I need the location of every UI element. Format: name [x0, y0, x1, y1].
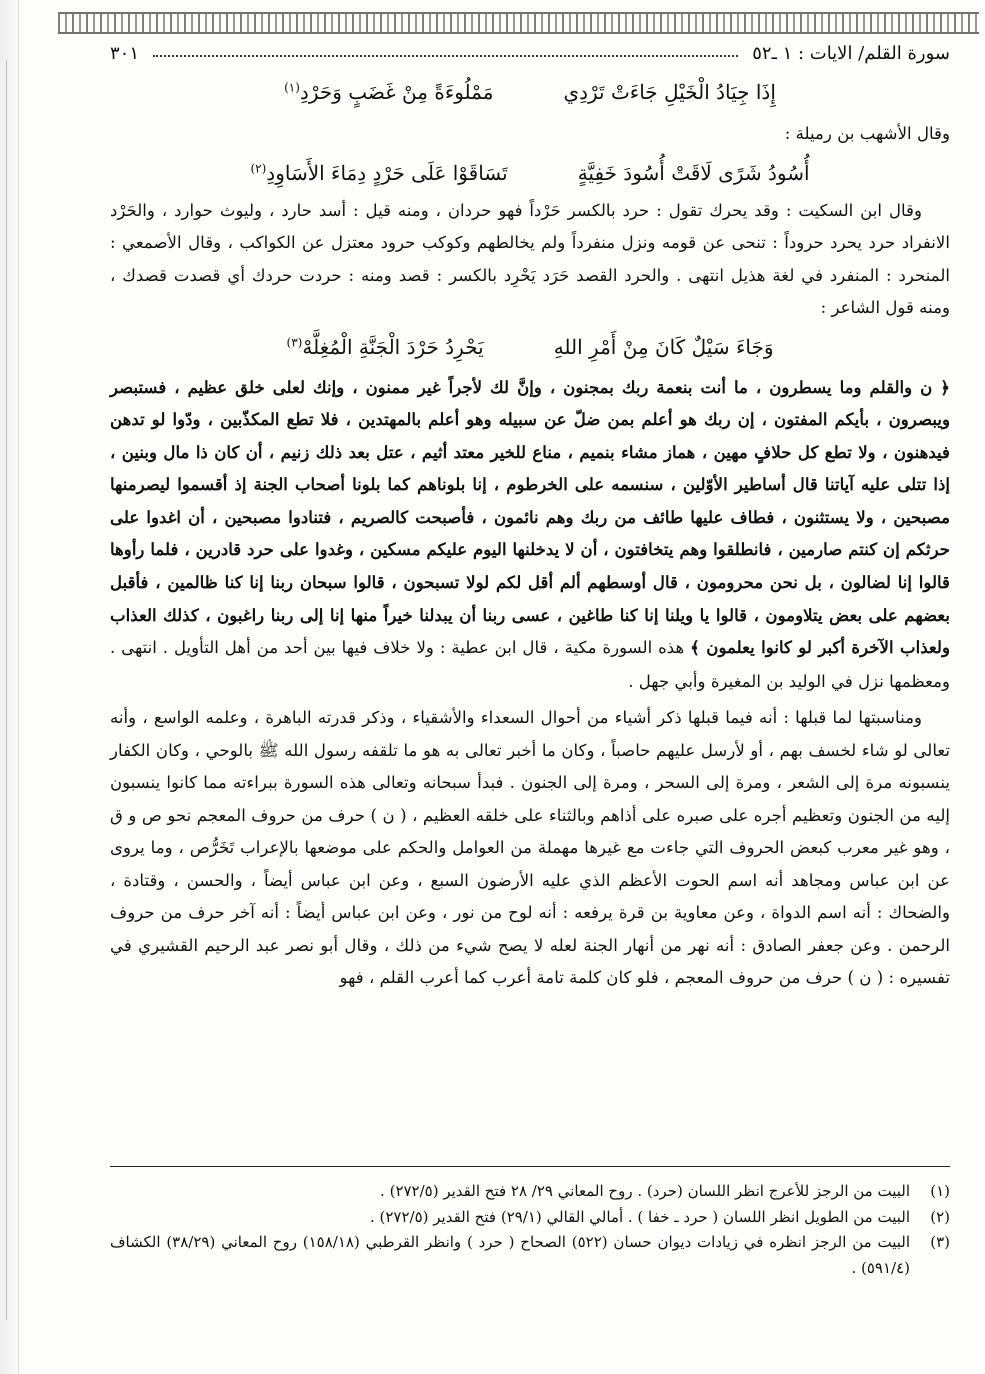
- footnote-number: (١): [930, 1182, 950, 1200]
- quran-text: ﴿ ن والقلم وما يسطرون ، ما أنت بنعمة ربك بمجنون ، وإنَّ لك لأجراً غير ممنون ، وإنك لعلى خلق عظيم ، فستبصر ويبصرون ، بأيكم المفتون ، إن ربك هو أعلم بمن ضلّ عن سبيله وهو أعلم بالمهتدين ، فلا تطع المكذّبين ، ودّوا لو تدهن فيدهنون ، ولا تطع كل حلافٍ مهين ، هماز مشاء بنميم ، مناع للخير معتد أثيم ، عتل بعد ذلك زنيم ، أن كان ذا مال وبنين ، إذا تتلى عليه آياتنا قال أساطير الأوّلين ، سنسمه على الخرطوم ، إنا بلوناهم كما بلونا أصحاب الجنة إذ أقسموا ليصرمنها مصبحين ، ولا يستثنون ، فطاف عليها طائف من ربك وهم نائمون ، فأصبحت كالصريم ، فتنادوا مصبحين ، أن اغدوا على حرثكم إن كنتم صارمين ، فانطلقوا وهم يتخافتون ، أن لا يدخلنها اليوم عليكم مسكين ، وغدوا على حرد قادرين ، فلما رأوها قالوا إنا لضالون ، بل نحن محرومون ، قال أوسطهم ألم أقل لكم لولا تسبحون ، قالوا سبحان ربنا إنا كنا ظالمين ، فأقبل بعضهم على بعض يتلاومون ، قالوا يا ويلنا إنا كنا طاغين ، عسى ربنا أن يبدلنا خيراً منها إنا إلى ربنا راغبون ، كذلك العذاب ولعذاب الآخرة أكبر لو كانوا يعلمون ﴾: [110, 376, 951, 658]
- page-binding-edge: [0, 0, 19, 1374]
- footnote-text: البيت من الطويل انظر اللسان ( حرد ـ خفا ) . أمالي القالي (٢٩/١) فتح القدير (٢٧٢/٥) .: [369, 1207, 910, 1226]
- footnote-number: (٢): [930, 1207, 950, 1226]
- poetry-verse-2: [110, 157, 950, 189]
- verse-hemistich: يَحْرِدُ حَرْدَ الْجَنَّةِ الْمُغِلَّهْ: [302, 334, 484, 359]
- footnote-text: البيت من الرجز للأعرج انظر اللسان (حرد) . روح المعاني ٢٩/ ٢٨ فتح القدير (٢٧٢/٥) .: [380, 1182, 910, 1200]
- book-page: [110, 36, 951, 1277]
- poetry-verse-1: [110, 76, 950, 108]
- footnote-item: [110, 1230, 950, 1281]
- verse-hemistich: تَسَاقَوْا عَلَى حَرْدٍ دِمَاءَ الأَسَاوِدِ: [266, 160, 508, 185]
- header-leader-dots: [153, 49, 738, 57]
- ornamental-border: [58, 12, 979, 34]
- poetry-verse-3: [110, 331, 950, 363]
- header-title: سورة القلم/ الايات : ١ ـ٥٢: [752, 42, 950, 64]
- verse-hemistich: أُسُودُ شَرًى لَاقَتْ أُسُودَ خَفِيَّةٍ: [577, 160, 810, 185]
- footnote-ref: (١): [284, 80, 300, 95]
- quran-passage: [110, 371, 950, 699]
- running-header: [110, 36, 950, 70]
- footnote-item: [110, 1205, 950, 1231]
- body-paragraph: ومناسبتها لما قبلها : أنه فيما قبلها ذكر أشياء من أحوال السعداء والأشقياء ، وذكر قدرته الباهرة ، وعلمه الواسع ، وأنه تعالى لو شاء لخسف بهم ، أو لأرسل عليهم حاصباً ، وكان ما أخبر تعالى به هو ما تلقفه رسول الله ﷺ بالوحي ، وكان الكفار ينسبونه مرة إلى الشعر ، ومرة إلى السحر ، ومرة إلى الجنون . فبدأ سبحانه وتعالى هذه السورة ببراءته مما كانوا ينسبون إليه من الجنون وتعظيم أجره على صبره على أذاهم وبالثناء على خلقه العظيم ، ( ن ) حرف من حروف المعجم نحو ص و ق ، وهو غير معرب كبعض الحروف التي جاءت مع غيرها مهملة من العوامل والحكم على موضعها بالإعراب تَخَرُّص ، وما يروى عن ابن عباس ومجاهد أنه اسم الحوت الأعظم الذي عليه الأرضون السبع ، وعن ابن عباس أيضاً ، والحسن ، وقتادة ، والضحاك : أنه اسم الدواة ، وعن معاوية بن قرة يرفعه : أنه لوح من نور ، وعن ابن عباس أيضاً : أنه آخر حرف من حروف الرحمن . وعن جعفر الصادق : أنه نهر من أنهار الجنة لعله لا يصح شيء من ذلك ، وقال أبو نصر عبد الرحيم القشيري في تفسيره : ( ن ) حرف من حروف المعجم ، فلو كان كلمة تامة أعرب كما أعرب القلم ، فهو: [110, 708, 950, 988]
- footnotes: [110, 1179, 950, 1281]
- verse-hemistich: مَمْلُوءَةً مِنْ غَضَبٍ وَحَرْدِ: [299, 80, 494, 104]
- body-paragraph: وقال ابن السكيت : وقد يحرك تقول : حرد بالكسر حَرْداً فهو حردان ، ومنه قيل : أسد حارد ، وليوث حوارد ، والحَرْد الانفراد حرد يحرد حروداً : تنحى عن قومه ونزل منفرداً ولم يخالطهم وكوكب حرود معتزل عن الكواكب ، وقال الأصمعي : المنحرد : المنفرد في لغة هذيل انتهى . والحرد القصد حَرَد يَحْرِد بالكسر : قصد ومنه : حردت حردك أي قصدت قصدك ، ومنه قول الشاعر :: [110, 200, 950, 317]
- verse-hemistich: إِذَا جِيَادُ الْخَيْلِ جَاءَتْ تَرْدِي: [563, 80, 776, 104]
- footnote-ref: (٣): [286, 334, 303, 349]
- commentary-text: هذه السورة مكية ، قال ابن عطية : ولا خلاف فيها بين أحد من أهل التأويل . انتهى . ومعظمها نزل في الوليد بن المغيرة وأبي جهل .: [110, 638, 950, 691]
- footnote-item: [110, 1179, 950, 1205]
- page-number: ٣٠١: [110, 42, 140, 64]
- footnote-text: البيت من الرجز انظره في زيادات ديوان حسان (٥٢٢) الصحاح ( حرد ) وانظر القرطبي (١٥٨/١٨) روح المعاني (٣٨/٢٩) الكشاف (٥٩١/٤) .: [110, 1233, 910, 1277]
- verse-intro: وقال الأشهب بن رميلة :: [784, 124, 950, 143]
- footnote-ref: (٢): [250, 160, 267, 175]
- verse-hemistich: وَجَاءَ سَيْلٌ كَانَ مِنْ أَمْرِ اللهِ: [553, 334, 774, 359]
- footnote-number: (٣): [930, 1233, 950, 1251]
- footnote-divider: [110, 1166, 950, 1167]
